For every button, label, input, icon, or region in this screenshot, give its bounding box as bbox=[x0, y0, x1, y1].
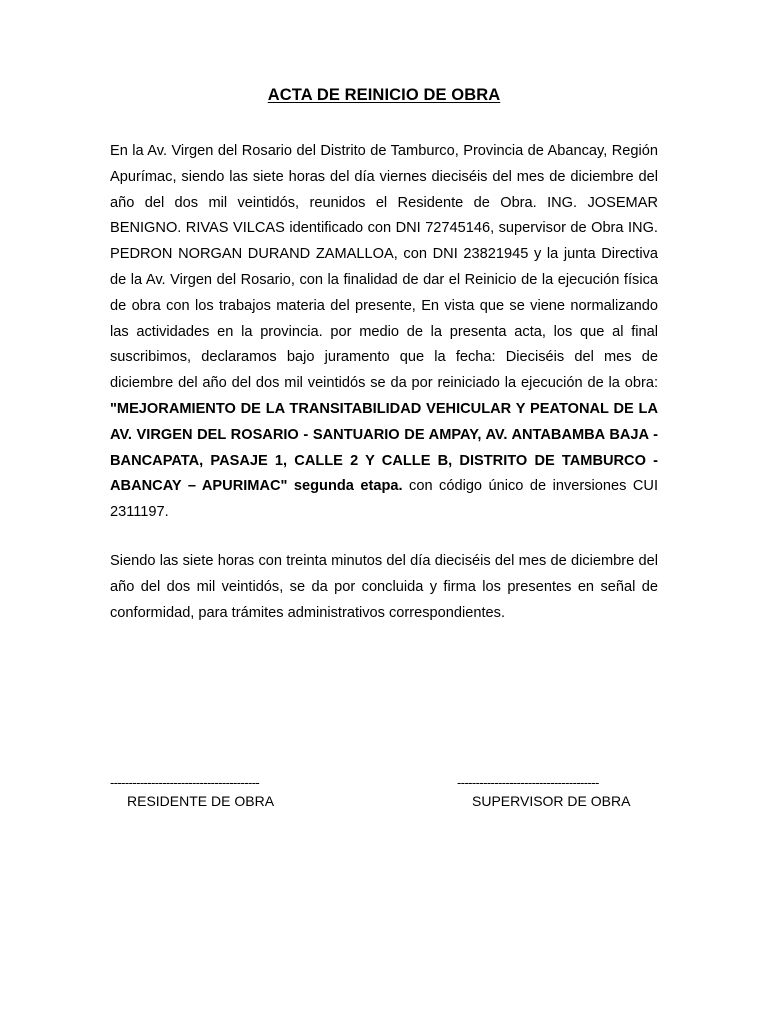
supervisor-signature-line: -------------------------------------- bbox=[457, 775, 599, 790]
document-title: ACTA DE REINICIO DE OBRA bbox=[267, 86, 501, 104]
paragraph-closing: Siendo las siete horas con treinta minutos del día dieciséis del mes de diciembre del año del dos mil veintidós, se da por concluida y firma los presentes en señal de conformidad, para trámites administrativos correspondientes. bbox=[110, 553, 658, 621]
resident-signature-line: ---------------------------------------- bbox=[110, 775, 260, 790]
paragraph-opening-text: En la Av. Virgen del Rosario del Distrito de Tamburco, Provincia de Abancay, Región Apurímac, siendo las siete horas del día viernes dieciséis del mes de diciembre del año del dos mil veintidós, reunidos el Residente de Obra. ING. JOSEMAR BENIGNO. RIVAS VILCAS identificado con DNI 72745146, supervisor de Obra ING. PEDRON NORGAN DURAND ZAMALLOA, con DNI 23821945 y la junta Directiva de la Av. Virgen del Rosario, con la finalidad de dar el Reinicio de la ejecución física de obra con los trabajos materia del presente, En vista que se viene normalizando las actividades en la provincia. por medio de la presenta acta, los que al final suscribimos, declaramos bajo juramento que la fecha: Dieciséis del mes de diciembre del año del dos mil veintidós se da por reiniciado la ejecución de la obra: bbox=[110, 143, 658, 392]
paragraph-opening bbox=[110, 139, 658, 526]
project-name: "MEJORAMIENTO DE LA TRANSITABILIDAD VEHICULAR Y PEATONAL DE LA AV. VIRGEN DEL ROSARIO - SANTUARIO DE AMPAY, AV. ANTABAMBA BAJA - BANCAPATA, PASAJE 1, CALLE 2 Y CALLE B, DISTRITO DE TAMBURCO -ABANCAY – APURIMAC" segunda etapa. bbox=[110, 400, 658, 495]
resident-signature-label: RESIDENTE DE OBRA bbox=[127, 793, 275, 809]
supervisor-signature-label: SUPERVISOR DE OBRA bbox=[472, 793, 631, 809]
paragraph-opening-cui: con código único de inversiones CUI 2311197. bbox=[110, 478, 659, 521]
